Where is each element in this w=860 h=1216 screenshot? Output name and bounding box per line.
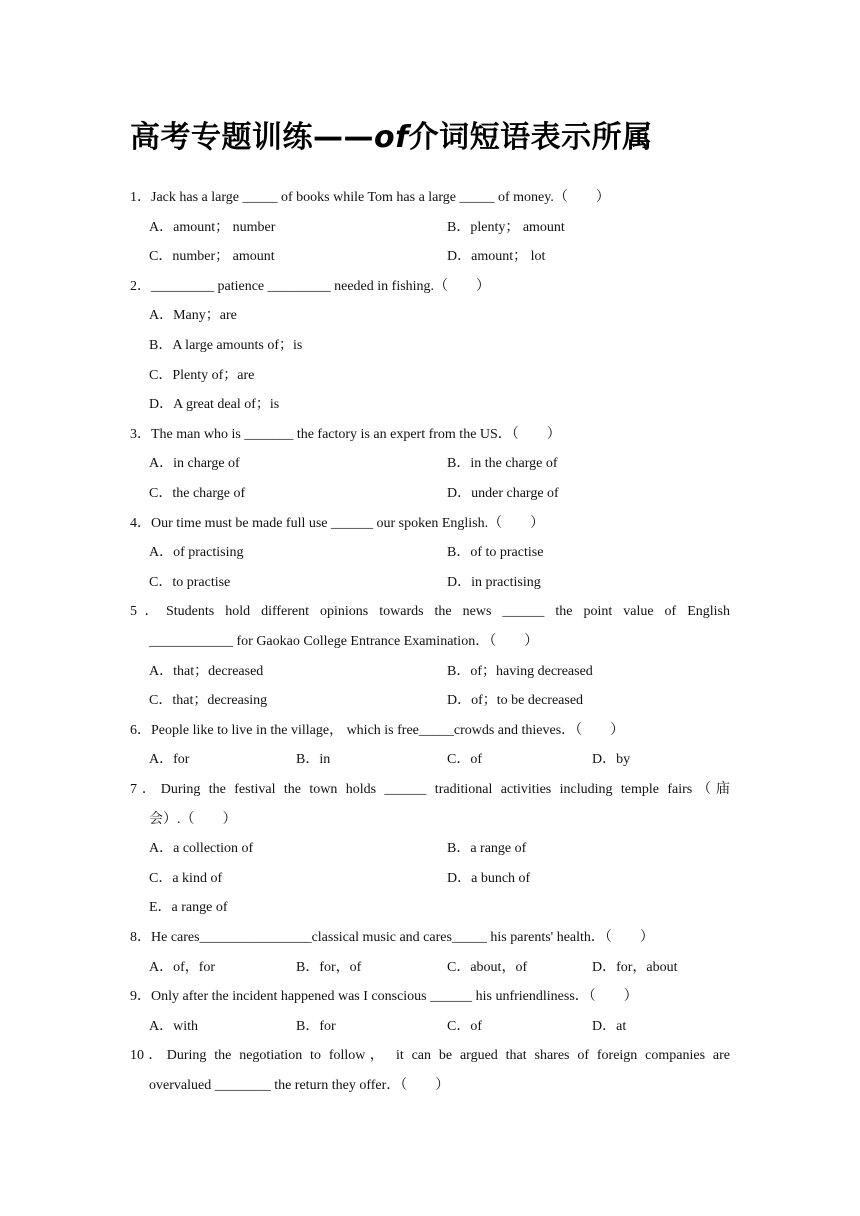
answer-option: A．in charge of <box>149 456 240 472</box>
answer-option: B．of；having decreased <box>447 663 593 679</box>
answer-option: D．for，about <box>592 959 678 975</box>
answer-option: D．at <box>592 1018 627 1034</box>
answer-option: C．the charge of <box>149 486 246 501</box>
question-stem: 8．He cares________________classical music and cares_____ his parents' health．（ ） <box>130 930 654 945</box>
answer-option: A．a collection of <box>149 841 254 857</box>
question-stem: 2．_________ patience _________ needed in fishing.（ ） <box>130 278 491 294</box>
answer-option: D．under charge of <box>447 486 559 501</box>
answer-option: A．that；decreased <box>149 663 264 679</box>
answer-option: A．Many；are <box>149 308 237 324</box>
answer-option: A．with <box>149 1018 198 1034</box>
answer-option: A．of，for <box>149 959 216 975</box>
answer-option: C．to practise <box>149 574 231 590</box>
question-stem: 6．People like to live in the village， which is free_____crowds and thieves．（ ） <box>130 722 625 738</box>
answer-option: C．a kind of <box>149 870 223 886</box>
title-of: of <box>374 120 409 155</box>
title-prefix: 高考专题训练—— <box>130 120 374 155</box>
answer-option: E．a range of <box>149 900 228 916</box>
question-stem: 9．Only after the incident happened was I conscious ______ his unfriendliness．（ ） <box>130 989 638 1005</box>
question-stem-continued: overvalued ________ the return they offer．（ ） <box>149 1078 450 1093</box>
question-stem-continued: 会）.（ ） <box>149 811 237 827</box>
question-stem: 5．Students hold different opinions towards the news ______ the point value of English <box>130 604 730 620</box>
answer-option: B．for <box>296 1018 336 1034</box>
answer-option: C．about，of <box>447 959 528 975</box>
answer-option: A．of practising <box>149 545 244 561</box>
title-suffix: 介词短语表示所属 <box>408 120 653 155</box>
answer-option: C．number； amount <box>149 249 275 265</box>
answer-option: C．Plenty of；are <box>149 367 255 383</box>
question-stem: 3．The man who is _______ the factory is an expert from the US．（ ） <box>130 426 561 442</box>
answer-option: B．in <box>296 752 331 768</box>
answer-option: B．for，of <box>296 959 362 975</box>
answer-option: D．of；to be decreased <box>447 693 584 709</box>
question-stem: 4．Our time must be made full use ______ our spoken English.（ ） <box>130 515 545 531</box>
question-stem: 10．During the negotiation to follow， it can be argued that shares of foreign companies are <box>130 1048 730 1064</box>
question-stem: 7．During the festival the town holds ______ traditional activities including temple fairs（庙 <box>130 782 730 797</box>
answer-option: C．that；decreasing <box>149 693 268 709</box>
answer-option: D．amount； lot <box>447 249 546 265</box>
answer-option: B．a range of <box>447 841 527 857</box>
answer-option: D．in practising <box>447 574 541 590</box>
question-stem: 1．Jack has a large _____ of books while Tom has a large _____ of money.（ ） <box>130 190 610 205</box>
answer-option: C．of <box>447 752 482 768</box>
answer-option: C．of <box>447 1018 482 1034</box>
answer-option: D．A great deal of；is <box>149 397 280 413</box>
answer-option: A．for <box>149 752 190 768</box>
answer-option: A．amount； number <box>149 219 276 235</box>
answer-option: B．A large amounts of；is <box>149 338 303 353</box>
answer-option: B．plenty； amount <box>447 219 565 235</box>
answer-option: D．by <box>592 752 631 768</box>
answer-option: D．a bunch of <box>447 870 531 886</box>
question-stem-continued: ____________ for Gaokao College Entrance Examination．（ ） <box>149 634 539 649</box>
answer-option: B．of to practise <box>447 545 544 561</box>
page-title <box>130 112 653 156</box>
answer-option: B．in the charge of <box>447 456 558 472</box>
